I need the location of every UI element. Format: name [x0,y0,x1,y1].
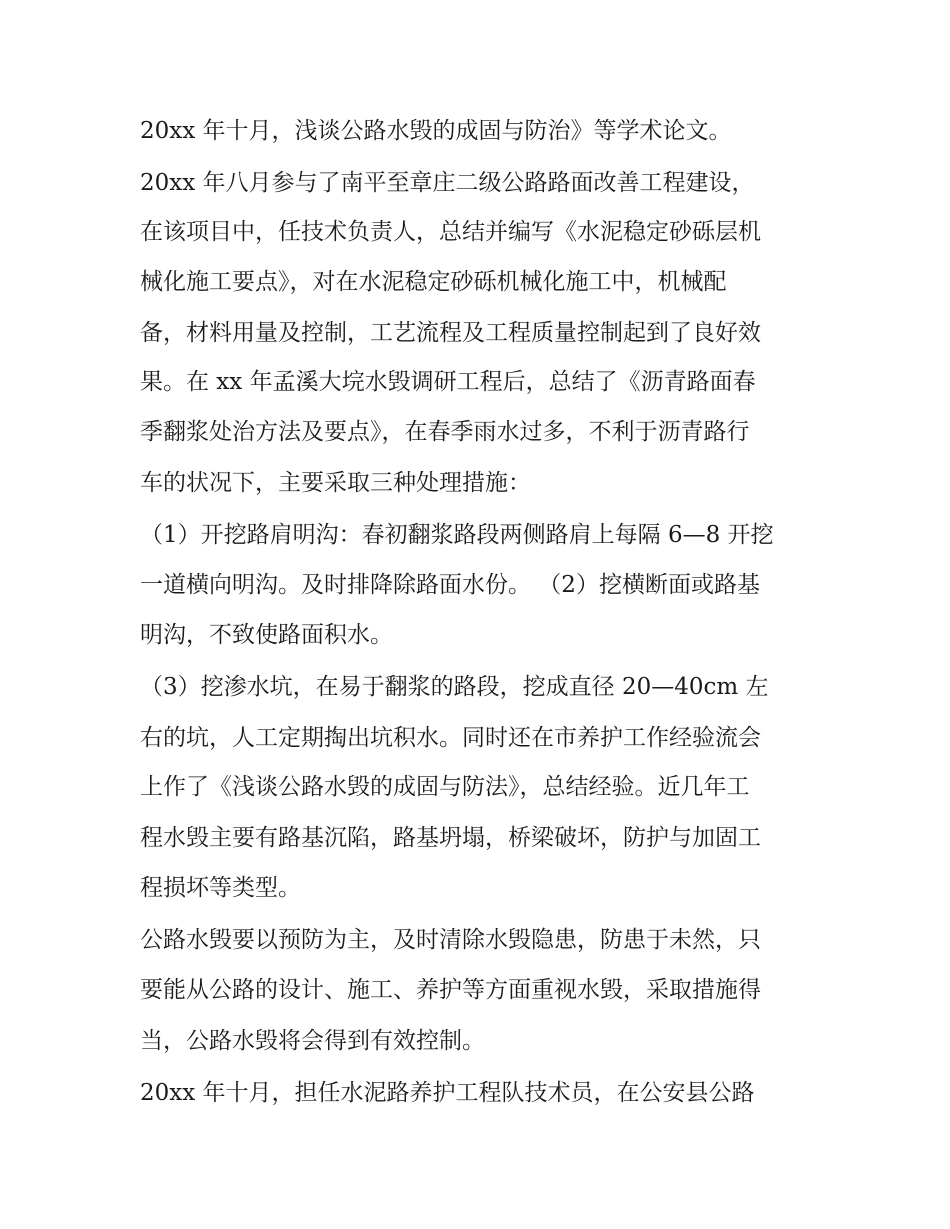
text-line: 明沟，不致使路面积水。 [140,622,393,648]
text-line: 果。在 xx 年孟溪大垸水毁调研工程后，总结了《沥青路面春 [140,369,756,395]
text-line: 在该项目中，任技术负责人，总结并编写《水泥稳定砂砾层机 [140,219,761,245]
text-line: 程水毁主要有路基沉陷，路基坍塌，桥梁破坏，防护与加固工 [140,825,761,851]
text-line: 程损坏等类型。 [140,875,301,901]
text-line: 车的状况下，主要采取三种处理措施： [140,470,531,496]
text-line: （1）开挖路肩明沟：春初翻浆路段两侧路肩上每隔 6—8 开挖 [140,522,774,548]
text-line: 备，材料用量及控制，工艺流程及工程质量控制起到了良好效 [140,320,761,346]
text-line: 要能从公路的设计、施工、养护等方面重视水毁，采取措施得 [140,977,761,1003]
text-line: 右的坑，人工定期掏出坑积水。同时还在市养护工作经验流会 [140,725,761,751]
text-line: 季翻浆处治方法及要点》，在春季雨水过多，不利于沥青路行 [140,419,750,445]
text-line: 20xx 年十月，担任水泥路养护工程队技术员，在公安县公路 [140,1080,755,1106]
text-line: 一道横向明沟。及时排降除路面水份。 （2）挖横断面或路基 [140,572,760,598]
text-line: 公路水毁要以预防为主，及时清除水毁隐患，防患于未然，只 [140,927,761,953]
text-line: 20xx 年十月，浅谈公路水毁的成固与防治》等学术论文。 [140,118,732,144]
text-line: 当，公路水毁将会得到有效控制。 [140,1028,485,1054]
text-line: 20xx 年八月参与了南平至章庄二级公路路面改善工程建设， [140,170,755,196]
text-line: 械化施工要点》，对在水泥稳定砂砾机械化施工中，机械配 [140,269,727,295]
text-line: （3）挖渗水坑，在易于翻浆的路段，挖成直径 20—40cm 左 [140,674,769,700]
text-line: 上作了《浅谈公路水毁的成固与防法》，总结经验。近几年工 [140,774,750,800]
